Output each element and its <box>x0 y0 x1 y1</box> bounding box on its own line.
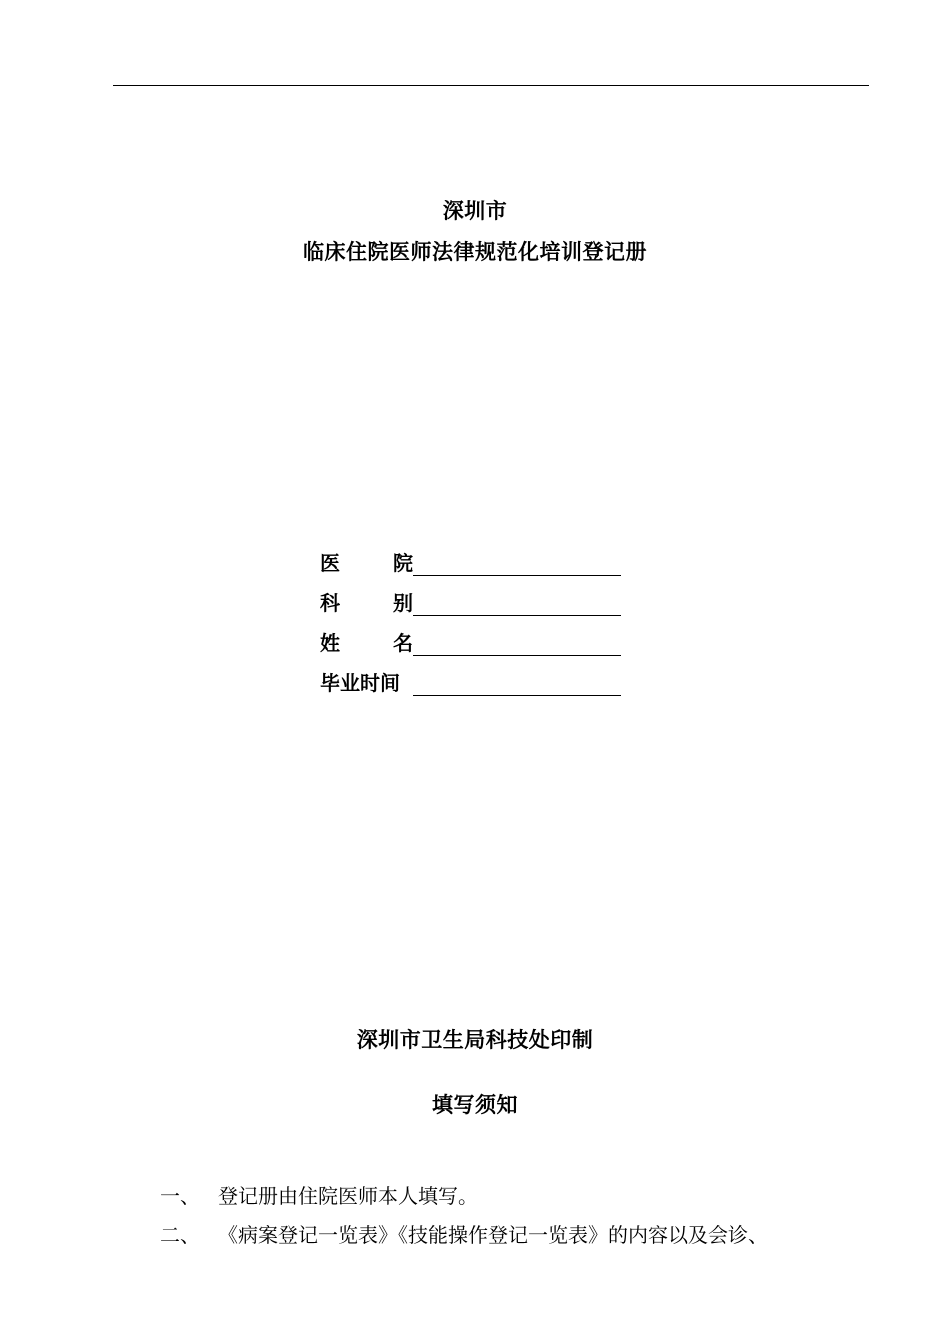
notice-heading: 填写须知 <box>432 1093 518 1117</box>
notice-item-number: 一、 <box>160 1184 200 1208</box>
field-hospital-label: 医 院 <box>320 551 413 575</box>
field-graduation-time <box>320 670 621 696</box>
field-department-label: 科 别 <box>320 591 413 615</box>
field-department-blank[interactable] <box>413 595 621 616</box>
field-graduation-time-label: 毕业时间 <box>320 671 400 695</box>
field-graduation-time-blank[interactable] <box>413 675 621 696</box>
field-name-label: 姓 名 <box>320 631 413 655</box>
printer-line: 深圳市卫生局科技处印制 <box>356 1028 594 1052</box>
header-rule <box>113 85 869 86</box>
notice-item-text: 登记册由住院医师本人填写。 <box>218 1184 478 1208</box>
field-name <box>320 630 621 656</box>
field-hospital-blank[interactable] <box>413 555 621 576</box>
notice-item-number: 二、 <box>160 1223 200 1247</box>
field-name-blank[interactable] <box>413 635 621 656</box>
cover-city: 深圳市 <box>442 199 508 223</box>
cover-title: 临床住院医师法律规范化培训登记册 <box>303 240 647 264</box>
notice-item-text: 《病案登记一览表》《技能操作登记一览表》的内容以及会诊、 <box>218 1223 768 1247</box>
notice-item <box>160 1180 478 1209</box>
field-department <box>320 590 621 616</box>
field-hospital <box>320 550 621 576</box>
notice-item <box>160 1219 768 1248</box>
